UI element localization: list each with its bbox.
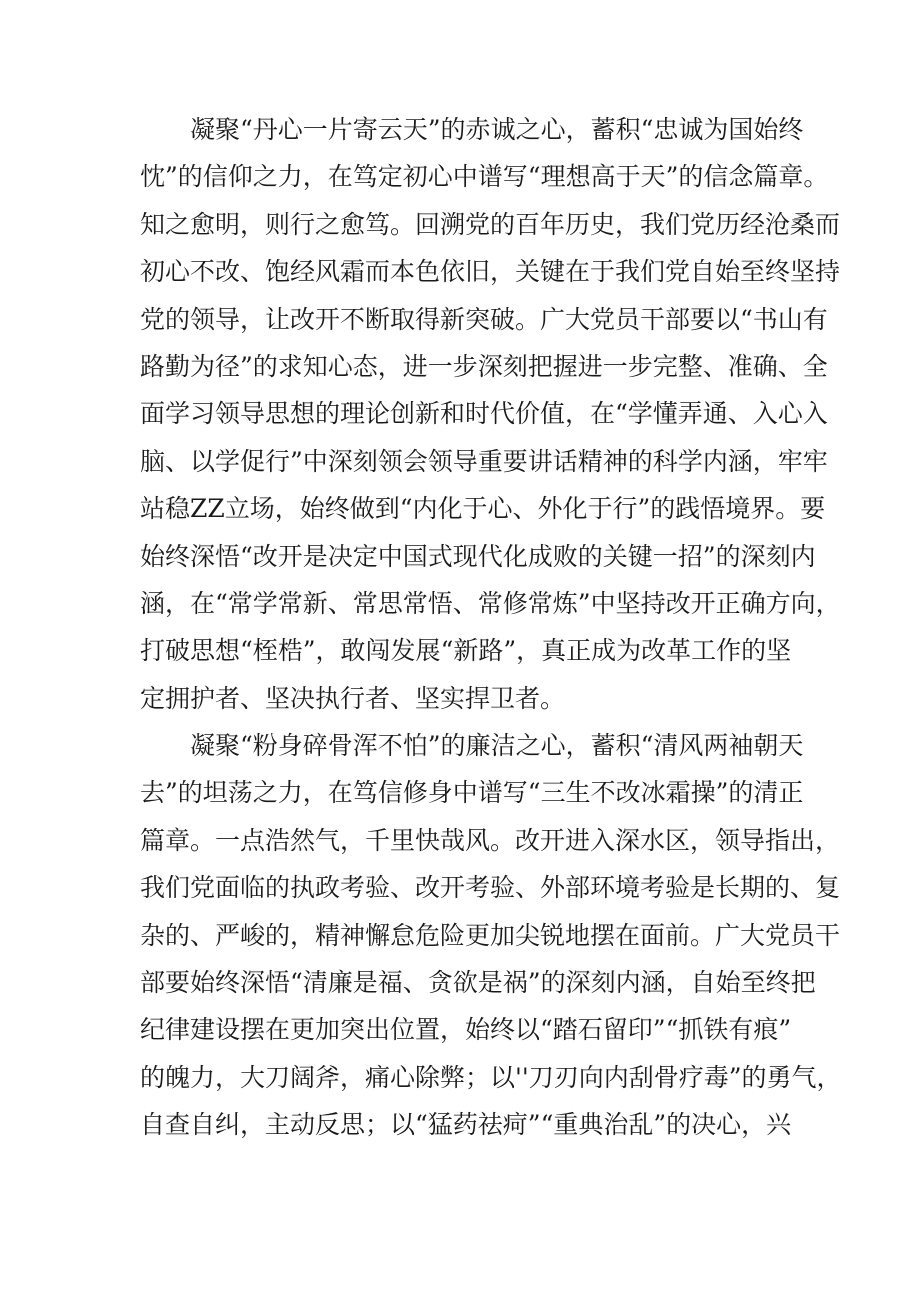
text-line: 站稳ZZ立场，始终做到“内化于心、外化于行”的践悟境界。要 [140, 494, 826, 524]
text-line: 初心不改、饱经风霜而本色依旧，关键在于我们党自始至终坚持 [140, 257, 841, 287]
text-line: 自查自纠，主动反思；以“猛药祛疴”“重典治乱”的决心，兴 [140, 1110, 792, 1140]
text-line: 面学习领导思想的理论创新和时代价值，在“学懂弄通、入心入 [140, 399, 828, 429]
document-body [140, 106, 842, 1149]
paragraph-1 [140, 106, 841, 722]
text-line: 知之愈明，则行之愈笃。回溯党的百年历史，我们党历经沧桑而 [140, 209, 841, 239]
text-line: 去”的坦荡之力，在笃信修身中谱写“三生不改冰霜操”的清正 [140, 778, 804, 808]
text-line: 部要始终深悟“清廉是福、贪欲是祸”的深刻内涵，自始至终把 [140, 968, 816, 998]
text-line: 党的领导，让改开不断取得新突破。广大党员干部要以“书山有 [140, 304, 828, 334]
text-line: 的魄力，大刀阔斧，痛心除弊；以''刀刃向内刮骨疗毒”的勇气， [140, 1062, 842, 1092]
text-line: 杂的、严峻的，精神懈怠危险更加尖锐地摆在面前。广大党员干 [140, 920, 841, 950]
text-line: 脑、以学促行”中深刻领会领导重要讲话精神的科学内涵，牢牢 [140, 446, 828, 476]
text-line: 我们党面临的执政考验、改开考验、外部环境考验是长期的、复 [140, 873, 841, 903]
text-line: 凝聚“丹心一片寄云天”的赤诚之心，蓄积“忠诚为国始终 [190, 115, 804, 144]
text-line: 打破思想“桎梏”，敢闯发展“新路”，真正成为改革工作的坚 [140, 636, 792, 666]
paragraph-2 [140, 722, 842, 1149]
text-line: 纪律建设摆在更加突出位置，始终以“踏石留印”“抓铁有痕” [140, 1015, 792, 1045]
text-line: 忱”的信仰之力，在笃定初心中谱写“理想高于天”的信念篇章。 [140, 162, 829, 192]
text-line: 涵，在“常学常新、常思常悟、常修常炼”中坚持改开正确方向， [140, 588, 841, 618]
text-line: 路勤为径”的求知心态，进一步深刻把握进一步完整、准确、全 [140, 351, 828, 381]
text-line: 始终深悟“改开是决定中国式现代化成败的关键一招”的深刻内 [140, 541, 816, 571]
text-line: 凝聚“粉身碎骨浑不怕”的廉洁之心，蓄积“清风两袖朝天 [190, 731, 804, 761]
text-line: 篇章。一点浩然气，千里快哉风。改开进入深水区，领导指出， [140, 825, 841, 855]
text-line: 定拥护者、坚决执行者、坚实捍卫者。 [140, 683, 566, 713]
